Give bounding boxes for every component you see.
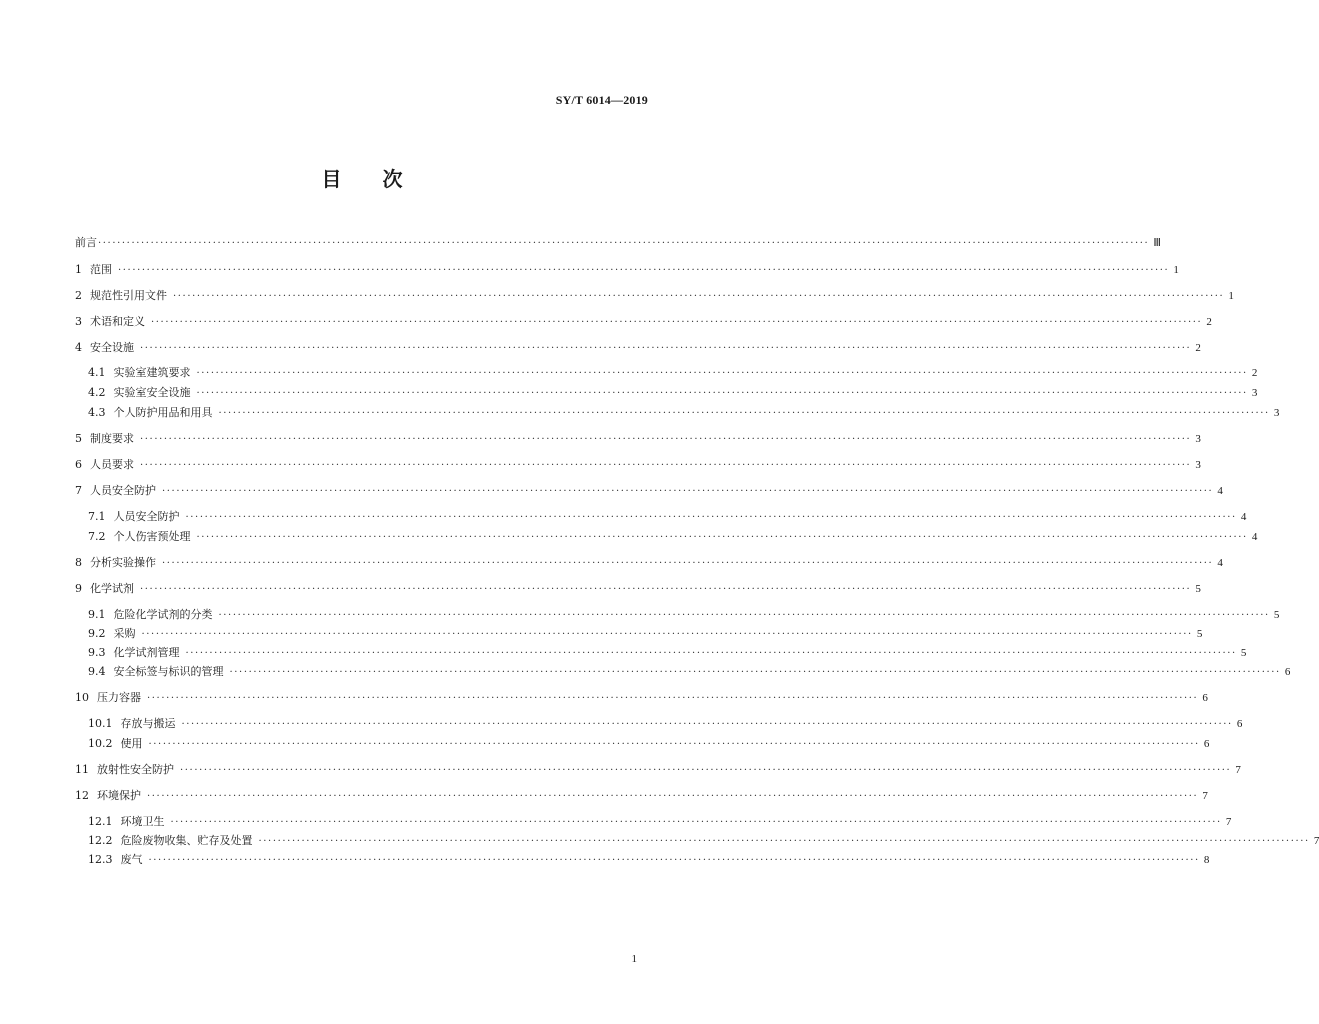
dot-leader: ····························································································································································································································: [148, 855, 1200, 866]
dot-leader: ····························································································································································································································: [98, 238, 1150, 249]
toc-subentry: [88, 853, 1210, 868]
toc-entry-page: 5: [1240, 647, 1247, 659]
toc-entry-number: 7: [75, 484, 82, 497]
toc-entry-number: 1: [75, 263, 82, 276]
dot-leader: ····························································································································································································································: [185, 648, 1237, 659]
toc-entry-page: 2: [1195, 342, 1201, 354]
toc-entry-label: 术语和定义: [90, 315, 145, 328]
toc-entry-page: 4: [1240, 511, 1247, 523]
toc-entry-number: 9: [75, 582, 82, 595]
toc-entry-label: 化学试剂管理: [113, 646, 180, 659]
dot-leader: ····························································································································································································································: [218, 610, 1270, 621]
toc-entry: [75, 763, 1241, 778]
toc-entry-label: 化学试剂: [90, 582, 134, 595]
toc-subentry: [88, 717, 1243, 732]
toc-entry-label: 安全标签与标识的管理: [113, 665, 224, 678]
toc-entry-label: 安全设施: [90, 341, 134, 354]
toc-entry-label: 危险化学试剂的分类: [113, 608, 213, 621]
toc-entry-number: 4.3: [88, 406, 106, 419]
toc-entry-number: 7.1: [88, 510, 106, 523]
toc-entry-page: 6: [1203, 738, 1210, 750]
toc-entry: [75, 484, 1223, 499]
toc-entry: [75, 341, 1201, 356]
toc-entry: [75, 236, 1161, 251]
toc-entry-number: 8: [75, 556, 82, 569]
toc-entry-page: 3: [1273, 407, 1280, 419]
toc-entry-label: 前言: [75, 236, 97, 249]
toc-entry-number: 2: [75, 289, 82, 302]
toc-entry: [75, 582, 1201, 597]
toc-subentry: [88, 815, 1232, 830]
toc-subentry: [88, 406, 1280, 421]
dot-leader: ····························································································································································································································: [147, 693, 1199, 704]
toc-entry-page: 4: [1251, 531, 1258, 543]
dot-leader: ····························································································································································································································: [180, 765, 1232, 776]
toc-entry-number: 4: [75, 341, 82, 354]
toc-entry-label: 规范性引用文件: [90, 289, 167, 302]
toc-entry-page: 2: [1251, 367, 1258, 379]
toc-entry-page: 3: [1195, 433, 1201, 445]
toc-entry-page: 8: [1203, 854, 1210, 866]
toc-entry-page: Ⅲ: [1153, 237, 1161, 249]
dot-leader: ····························································································································································································································: [151, 317, 1203, 328]
toc-entry-label: 实验室建筑要求: [113, 366, 191, 379]
toc-entry-page: 7: [1313, 835, 1319, 847]
toc-subentry: [88, 665, 1291, 680]
toc-entry-number: 12.3: [88, 853, 113, 866]
toc-entry-page: 5: [1195, 583, 1201, 595]
toc-entry-label: 制度要求: [90, 432, 134, 445]
toc-subentry: [88, 366, 1258, 381]
dot-leader: ····························································································································································································································: [140, 460, 1192, 471]
toc-entry-label: 人员安全防护: [90, 484, 156, 497]
dot-leader: ····························································································································································································································: [148, 739, 1200, 750]
toc-entry-number: 3: [75, 315, 82, 328]
dot-leader: ····························································································································································································································: [170, 817, 1222, 828]
toc-entry-label: 采购: [113, 627, 136, 640]
toc-entry-page: 3: [1195, 459, 1201, 471]
toc-subentry: [88, 627, 1203, 642]
toc-entry-number: 7.2: [88, 530, 106, 543]
toc-entry: [75, 289, 1234, 304]
toc-entry-page: 2: [1206, 316, 1212, 328]
toc-entry-page: 6: [1284, 666, 1291, 678]
toc-entry-number: 10.2: [88, 737, 113, 750]
toc-entry-label: 个人防护用品和用具: [113, 406, 213, 419]
toc-entry: [75, 691, 1208, 706]
toc-entry-number: 5: [75, 432, 82, 445]
dot-leader: ····························································································································································································································: [118, 265, 1170, 276]
toc-entry: [75, 432, 1201, 447]
toc-entry: [75, 556, 1223, 571]
toc-entry-page: 7: [1202, 790, 1208, 802]
toc-subentry: [88, 646, 1247, 661]
dot-leader: ····························································································································································································································: [162, 486, 1214, 497]
toc-entry-page: 6: [1236, 718, 1243, 730]
toc-entry-label: 环境保护: [97, 789, 141, 802]
toc-entry-label: 危险废物收集、贮存及处置: [120, 834, 253, 847]
dot-leader: ····························································································································································································································: [140, 434, 1192, 445]
page-number: 1: [631, 953, 637, 965]
toc-entry-label: 存放与搬运: [120, 717, 176, 730]
toc-entry-label: 人员安全防护: [113, 510, 180, 523]
toc-subentry: [88, 510, 1247, 525]
toc-entry: [75, 315, 1212, 330]
toc-entry-page: 3: [1251, 387, 1258, 399]
toc-subentry: [88, 386, 1258, 401]
toc-entry-number: 9.2: [88, 627, 106, 640]
dot-leader: ····························································································································································································································: [196, 368, 1248, 379]
toc-entry-number: 9.4: [88, 665, 106, 678]
toc-entry-number: 10: [75, 691, 89, 704]
toc-entry-label: 废气: [120, 853, 143, 866]
toc-entry-page: 7: [1235, 764, 1241, 776]
toc-subentry: [88, 834, 1319, 849]
toc-entry-number: 11: [75, 763, 89, 776]
toc-entry-page: 7: [1225, 816, 1232, 828]
toc-entry: [75, 263, 1179, 278]
toc-entry: [75, 458, 1201, 473]
dot-leader: ····························································································································································································································: [140, 584, 1192, 595]
toc-subentry: [88, 737, 1210, 752]
page-title: 目 次: [321, 167, 403, 191]
toc-entry-page: 4: [1217, 485, 1223, 497]
toc-entry-page: 4: [1217, 557, 1223, 569]
toc-subentry: [88, 530, 1258, 545]
toc-entry-number: 4.2: [88, 386, 106, 399]
toc-entry-number: 12: [75, 789, 89, 802]
toc-entry-page: 1: [1173, 264, 1179, 276]
dot-leader: ····························································································································································································································: [218, 408, 1270, 419]
dot-leader: ····························································································································································································································: [162, 558, 1214, 569]
toc-entry-number: 4.1: [88, 366, 106, 379]
toc-entry-number: 10.1: [88, 717, 113, 730]
toc-entry-label: 放射性安全防护: [97, 763, 174, 776]
toc-entry-label: 实验室安全设施: [113, 386, 191, 399]
toc-entry-page: 6: [1202, 692, 1208, 704]
toc-entry-page: 1: [1228, 290, 1234, 302]
toc-entry-label: 使用: [120, 737, 143, 750]
dot-leader: ····························································································································································································································: [196, 388, 1248, 399]
toc-entry-number: 9.3: [88, 646, 106, 659]
toc-entry-label: 压力容器: [97, 691, 141, 704]
toc-entry-label: 人员要求: [90, 458, 134, 471]
standard-code: SY/T 6014—2019: [555, 93, 648, 107]
toc-entry-number: 12.2: [88, 834, 113, 847]
toc-entry: [75, 789, 1208, 804]
dot-leader: ····························································································································································································································: [258, 836, 1310, 847]
dot-leader: ····························································································································································································································: [229, 667, 1281, 678]
dot-leader: ····························································································································································································································: [147, 791, 1199, 802]
dot-leader: ····························································································································································································································: [173, 291, 1225, 302]
toc-entry-number: 9.1: [88, 608, 106, 621]
toc-entry-label: 分析实验操作: [90, 556, 156, 569]
dot-leader: ····························································································································································································································: [181, 719, 1233, 730]
toc-entry-page: 5: [1196, 628, 1203, 640]
toc-entry-label: 范围: [90, 263, 112, 276]
toc-entry-number: 12.1: [88, 815, 113, 828]
toc-entry-page: 5: [1273, 609, 1280, 621]
toc-entry-label: 个人伤害预处理: [113, 530, 191, 543]
dot-leader: ····························································································································································································································: [196, 532, 1248, 543]
toc-entry-label: 环境卫生: [120, 815, 165, 828]
toc-entry-number: 6: [75, 458, 82, 471]
dot-leader: ····························································································································································································································: [141, 629, 1193, 640]
toc-subentry: [88, 608, 1280, 623]
dot-leader: ····························································································································································································································: [140, 343, 1192, 354]
dot-leader: ····························································································································································································································: [185, 512, 1237, 523]
